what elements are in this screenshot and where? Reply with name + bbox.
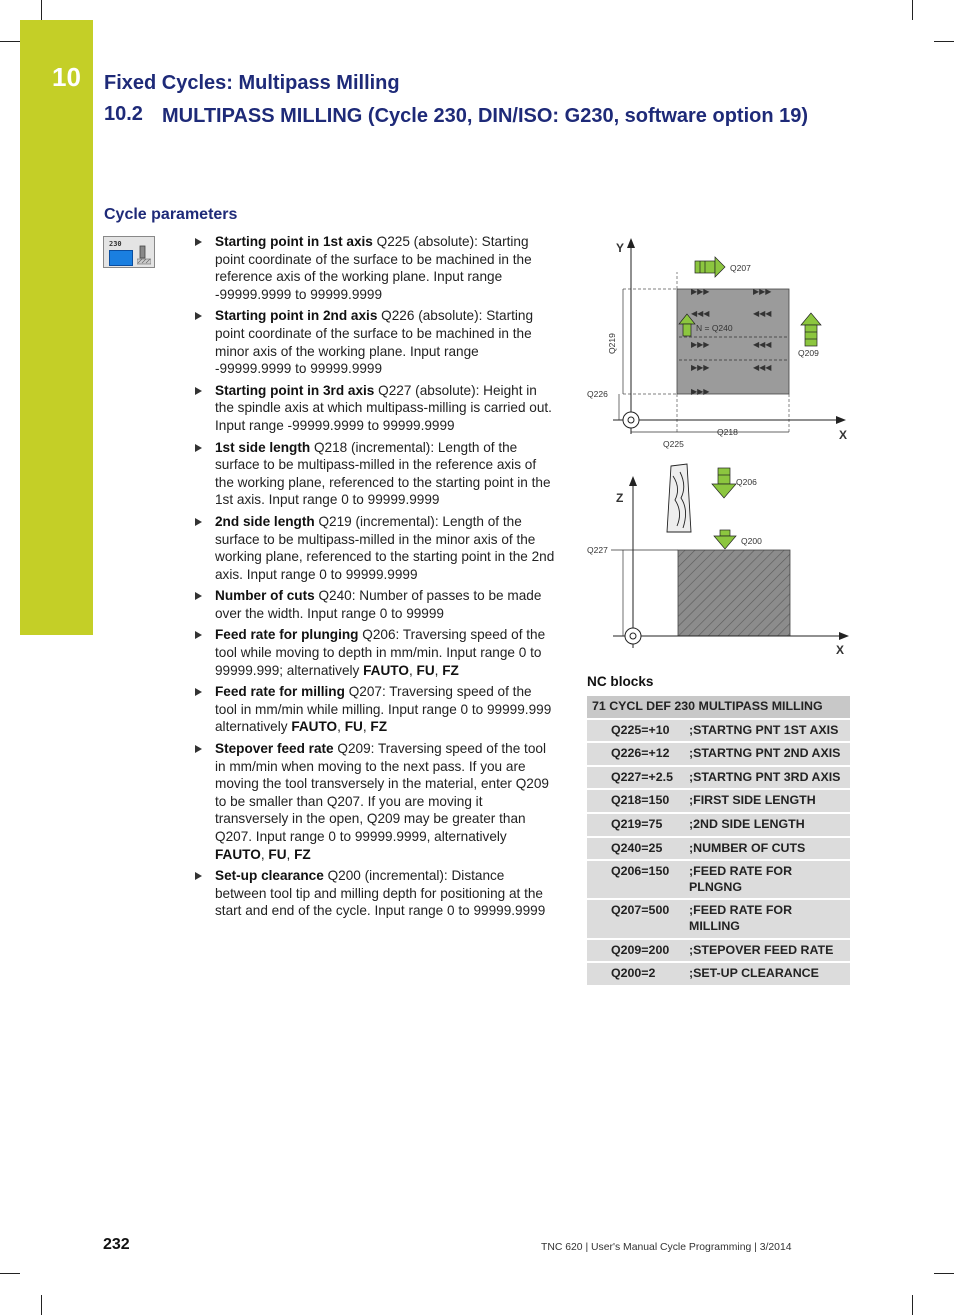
nc-row [587,789,850,813]
svg-text:◀◀◀: ◀◀◀ [753,309,772,318]
z-axis-label: Z [616,491,624,505]
y-axis-label: Y [616,241,625,255]
section-number: 10.2 [104,103,143,125]
parameter-name: Stepover feed rate [215,741,334,757]
parameter-description: Q225 (absolute): Starting point coordinate of the surface to be machined in the reference axis of the working plane. Input range -99999.9999 to 99999.9999 [215,234,532,302]
q209-green-arrow-icon [801,313,821,346]
parameter-name: Starting point in 1st axis [215,234,373,249]
parameter-description: Q219 (incremental): Length of the surface to be multipass-milled in the minor axis of the working plane, referenced to the starting point in the 2nd axis. Input range 0 to 99999.9999 [215,513,555,582]
bullet-arrow-icon [195,518,202,526]
nc-code-cell: Q207=500 [587,899,687,938]
bullet-arrow-icon [195,444,202,452]
q218-label: Q218 [717,427,738,437]
parameter-description: Q240: Number of passes to be made over the width. Input range 0 to 99999 [215,588,542,621]
crop-mark [0,41,20,42]
nc-comment-cell: ;NUMBER OF CUTS [687,837,850,861]
origin-icon [623,412,639,428]
softkey-label: 230 [109,240,122,248]
nc-row [587,899,850,938]
chapter-number: 10 [52,62,81,92]
parameter-name: 1st side length [215,439,311,455]
nc-blocks-heading: NC blocks [587,674,654,689]
nc-row [587,939,850,963]
nc-header-cell: 71 CYCL DEF 230 MULTIPASS MILLING [587,696,850,719]
q207-label: Q207 [730,263,751,273]
x-axis-arrow-icon [839,632,849,640]
nc-row [587,766,850,790]
bullet-arrow-icon [195,631,202,639]
nc-header-row [587,696,850,719]
q227-label: Q227 [587,545,608,555]
alternative-feed-keyword: FAUTO [363,662,409,678]
alt-separator: , [286,846,295,862]
chapter-title: Fixed Cycles: Multipass Milling [104,72,400,94]
parameter-description: Q200 (incremental): Distance between tool tip and milling depth for positioning at the start and end of the cycle. Input range 0 to 99999.9999 [215,868,546,919]
section-title: MULTIPASS MILLING (Cycle 230, DIN/ISO: G230, software option 19) [162,105,809,127]
parameter-item [193,439,555,509]
x-axis-label: X [839,428,848,442]
bullet-arrow-icon [195,688,202,696]
svg-text:◀◀◀: ◀◀◀ [753,340,772,349]
svg-text:▶▶▶: ▶▶▶ [691,387,710,396]
bullet-arrow-icon [195,745,202,753]
nc-blocks-table [587,696,850,987]
x-axis-label: X [836,643,845,657]
q200-green-arrow-icon [714,530,736,549]
bullet-arrow-icon [195,238,202,246]
q226-label: Q226 [587,389,608,399]
parameter-description: Q209: Traversing speed of the tool in mm/min when moving to the next pass. If you are moving the tool transversely in the material, enter Q209 to be smaller than Q207. If you are moving it transversely in the open, Q209 may be greater than Q207. Input range 0 to 99999.9999, alternatively [215,741,549,844]
nc-code-cell: Q218=150 [587,789,687,813]
svg-text:▶▶▶: ▶▶▶ [691,287,710,296]
parameter-item [193,233,555,303]
nc-code-cell: Q227=+2.5 [587,766,687,790]
nc-comment-cell: ;STARTNG PNT 2ND AXIS [687,742,850,766]
crop-mark [0,1273,20,1274]
alternative-feed-keyword: FU [344,719,363,735]
alternative-feed-keyword: FZ [294,846,311,862]
parameter-item [193,626,555,679]
parameter-description: Q207: Traversing speed of the tool in mm/min while milling. Input range 0 to 99999.999 alternatively [215,684,552,735]
milling-tool-icon [137,245,151,265]
nc-comment-cell: ;FIRST SIDE LENGTH [687,789,850,813]
nc-code-cell: Q240=25 [587,837,687,861]
crop-mark [912,1295,913,1315]
alt-separator: , [434,662,443,678]
svg-text:▶▶▶: ▶▶▶ [753,287,772,296]
alternative-feed-keyword: FAUTO [215,846,261,862]
svg-text:▶▶▶: ▶▶▶ [691,363,710,372]
parameter-item [193,513,555,583]
alternative-feed-keyword: FU [268,846,287,862]
workpiece-surface-icon [109,250,133,266]
nc-code-cell: Q209=200 [587,939,687,963]
nc-code-cell: Q219=75 [587,813,687,837]
nc-code-cell: Q226=+12 [587,742,687,766]
nc-row [587,742,850,766]
alternative-feed-keyword: FZ [370,719,387,735]
nc-row [587,962,850,986]
parameter-description: Q206: Traversing speed of the tool while moving to depth in mm/min. Input range 0 to 99999.999; alternatively [215,627,546,678]
bullet-arrow-icon [195,872,202,880]
footer-text: TNC 620 | User's Manual Cycle Programming | 3/2014 [541,1242,792,1253]
nc-row [587,837,850,861]
crop-mark [934,1273,954,1274]
nc-row [587,813,850,837]
parameter-name: Starting point in 2nd axis [215,308,378,324]
nc-code-cell: Q200=2 [587,962,687,986]
z-axis-arrow-icon [629,476,637,486]
crop-mark [41,1295,42,1315]
nc-comment-cell: ;STARTNG PNT 1ST AXIS [687,719,850,743]
alt-separator: , [408,662,417,678]
crop-mark [934,41,954,42]
page-number: 232 [103,1236,130,1253]
alternative-feed-keyword: FZ [442,662,459,678]
q219-label: Q219 [607,333,617,354]
top-view-diagram [587,238,847,449]
parameter-name: Feed rate for plunging [215,627,359,643]
nc-comment-cell: ;FEED RATE FOR MILLING [687,899,850,938]
nc-comment-cell: ;SET-UP CLEARANCE [687,962,850,986]
parameter-description: Q218 (incremental): Length of the surface to be multipass-milled in the reference axis of the working plane, referenced to the starting point in the 1st axis. Input range 0 to 99999.9999 [215,439,551,508]
nc-code-cell: Q225=+10 [587,719,687,743]
parameter-list [193,233,555,924]
side-view-diagram [587,464,849,657]
workpiece-cross-section [678,550,790,636]
parameter-name: 2nd side length [215,513,315,529]
q206-label: Q206 [736,477,757,487]
bullet-arrow-icon [195,592,202,600]
parameter-item [193,867,555,920]
alt-separator: , [337,719,345,735]
nc-row [587,719,850,743]
bullet-arrow-icon [195,387,202,395]
nc-comment-cell: ;2ND SIDE LENGTH [687,813,850,837]
nc-comment-cell: ;STARTNG PNT 3RD AXIS [687,766,850,790]
nc-code-cell: Q206=150 [587,860,687,899]
bullet-arrow-icon [195,312,202,320]
alternative-feed-keyword: FAUTO [291,719,338,735]
parameter-item [193,683,555,736]
alt-separator: , [260,846,269,862]
multipass-milling-figure [583,236,853,661]
nc-comment-cell: ;FEED RATE FOR PLNGNG [687,860,850,899]
alt-separator: , [362,719,371,735]
number-of-cuts-label: N = Q240 [696,323,733,333]
parameter-name: Number of cuts [215,588,315,604]
parameter-name: Feed rate for milling [215,684,345,700]
nc-comment-cell: ;STEPOVER FEED RATE [687,939,850,963]
q206-green-arrow-icon [712,468,736,498]
cycle-parameters-heading: Cycle parameters [104,206,238,223]
parameter-description: Q227 (absolute): Height in the spindle axis at which multipass-milling is carried out. Input range -99999.9999 to 99999.9999 [215,382,552,433]
svg-text:▶▶▶: ▶▶▶ [691,340,710,349]
q225-label: Q225 [663,439,684,449]
crop-mark [912,0,913,20]
nc-row [587,860,850,899]
q209-label: Q209 [798,348,819,358]
parameter-item [193,740,555,863]
crop-mark [41,0,42,20]
chapter-tab [20,20,93,635]
q207-green-arrow-icon [695,257,725,277]
alternative-feed-keyword: FU [416,662,435,678]
end-mill-tool-icon [667,464,691,532]
svg-text:◀◀◀: ◀◀◀ [753,363,772,372]
x-axis-arrow-icon [836,416,846,424]
cycle-230-softkey-icon [103,236,155,268]
q200-label: Q200 [741,536,762,546]
parameter-item [193,587,555,622]
origin-icon [625,628,641,644]
parameter-name: Starting point in 3rd axis [215,382,375,398]
parameter-item [193,307,555,377]
parameter-name: Set-up clearance [215,868,324,884]
parameter-description: Q226 (absolute): Starting point coordinate of the surface to be machined in the minor axis of the working plane. Input range -99999.9999 to 99999.9999 [215,308,534,377]
parameter-item [193,382,555,435]
y-axis-arrow-icon [627,238,635,248]
svg-text:◀◀◀: ◀◀◀ [691,309,710,318]
